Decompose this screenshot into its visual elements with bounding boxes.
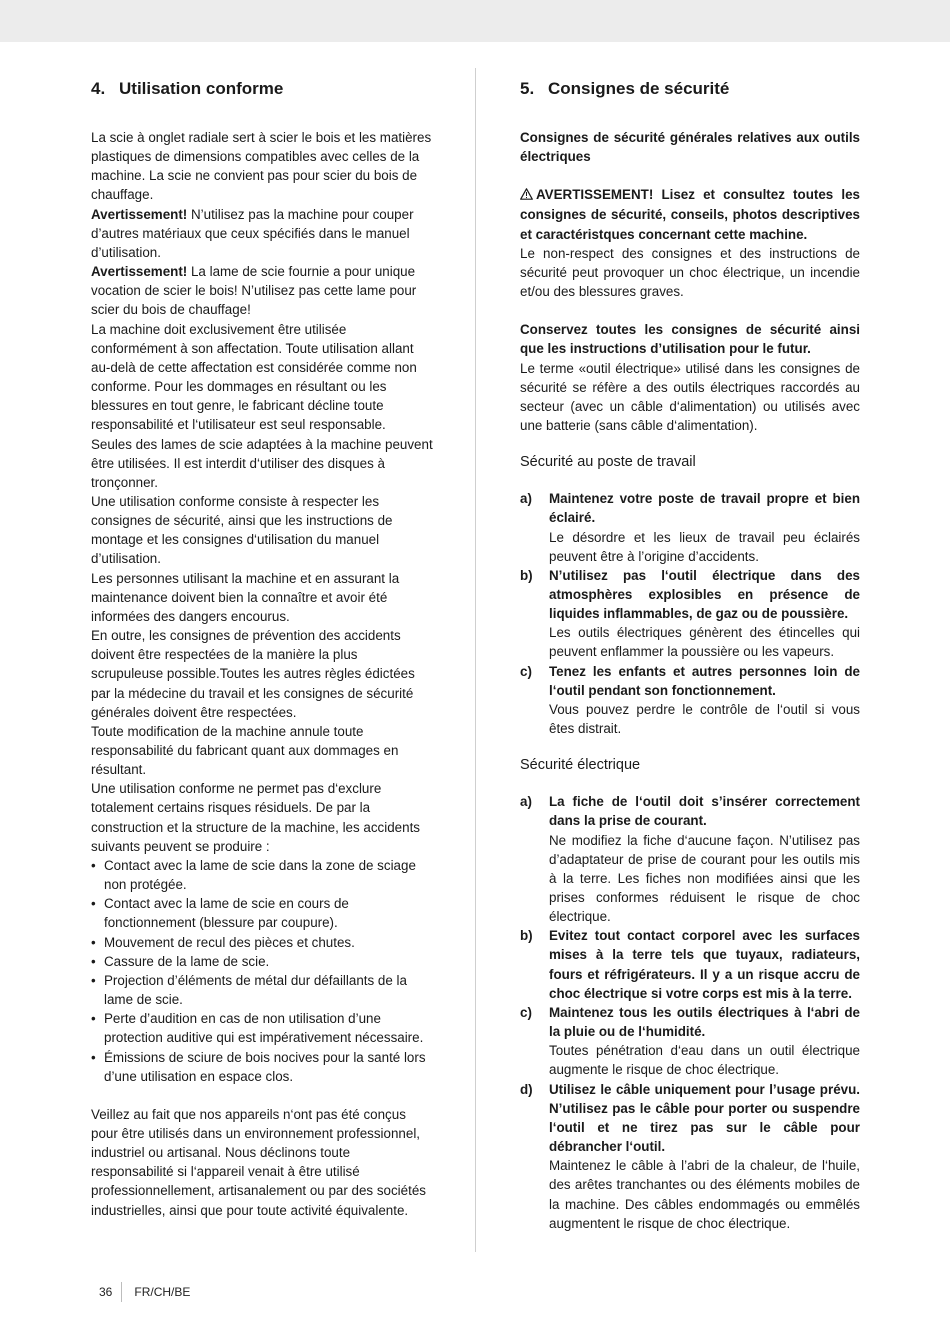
paragraph-modification: Toute modification de la machine annule toute responsabilité du fabricant quant aux dommages en résultant. xyxy=(91,723,399,778)
item-text: Le désordre et les lieux de travail peu éclairés peuvent être à l’origine d’accidents. xyxy=(549,529,860,564)
page-number: 36 xyxy=(99,1282,122,1302)
locale-code: FR/CH/BE xyxy=(134,1285,191,1299)
list-item: • Contact avec la lame de scie en cours de fonctionnement (blessure par coupure). xyxy=(91,894,433,932)
item-label: a) xyxy=(520,794,532,810)
item-title: Utilisez le câble uniquement pour l’usage prévu. N’utilisez pas le câble pour porter ou suspendre l‘outil et ne tirez pas sur le câble pour débrancher l‘outil. xyxy=(549,1081,860,1155)
list-item xyxy=(520,926,860,1003)
left-column xyxy=(91,78,433,1220)
paragraph-intro: La scie à onglet radiale sert à scier le bois et les matières plastiques de dimensions compatibles avec celles de la machine. La scie ne convient pas pour scier du bois de chauffage. xyxy=(91,130,432,203)
warning-consequence: Le non-respect des consignes et des instructions de sécurité peut provoquer un choc électrique, un incendie et/ou des blessures graves. xyxy=(520,245,860,300)
paragraph-residual-risks: Une utilisation conforme ne permet pas d‘exclure totalement certains risques résiduels. De par la construction et la structure de la machine, les accidents suivants peuvent se produire : xyxy=(91,781,420,854)
risk-list xyxy=(91,856,433,1086)
warning-text: N’utilisez pas la machine pour couper d’autres matériaux que ceux spécifiés dans le manuel d’utilisation. xyxy=(91,206,414,260)
list-item xyxy=(520,792,860,926)
section-number: 4. xyxy=(91,79,106,98)
item-title: Evitez tout contact corporel avec les surfaces mises à la terre tels que tuyaux, radiateurs, fours et réfrigérateurs. Il y a un risque accru de choc électrique si votre corps est mis à la terre. xyxy=(549,928,860,1001)
paragraph-blades: Seules des lames de scie adaptées à la machine peuvent être utilisées. Il est interdit d‘utiliser des disques à tronçonner. xyxy=(91,436,433,490)
item-text: Maintenez le câble à l’abri de la chaleur, de l‘huile, des arêtes tranchantes ou des éléments mobiles de la machine. Des câbles endommagés ou emmêlés augmentent le risque de choc électrique. xyxy=(549,1158,860,1231)
electrical-safety-heading: Sécurité électrique xyxy=(520,757,641,774)
item-label: d) xyxy=(520,1081,533,1097)
list-item: • Perte d’audition en cas de non utilisation d’une protection auditive qui est impérativement nécessaire. xyxy=(91,1009,433,1047)
subheading-general-safety: Consignes de sécurité générales relatives aux outils électriques xyxy=(520,130,860,165)
workplace-safety-heading: Sécurité au poste de travail xyxy=(520,454,696,471)
warning-text: La lame de scie fournie a pour unique vocation de scier le bois! N’utilisez pas cette lame pour scier du bois de chauffage! xyxy=(91,264,417,318)
item-text: Les outils électriques génèrent des étincelles qui peuvent enflammer la poussière ou les vapeurs. xyxy=(549,625,860,660)
item-title: Maintenez votre poste de travail propre et bien éclairé. xyxy=(549,491,860,526)
section-title: Utilisation conforme xyxy=(119,79,284,98)
item-title: Maintenez tous les outils électriques à l‘abri de la pluie ou de l‘humidité. xyxy=(549,1004,860,1040)
page-footer xyxy=(99,1282,190,1302)
list-item xyxy=(520,489,860,566)
power-tool-definition: Le terme «outil électrique» utilisé dans les consignes de sécurité se réfère a des outils électriques raccordés au secteur (avec un câble d‘alimentation) ou utilisés avec une batterie (sans câble d‘alimentation). xyxy=(520,360,860,434)
paragraph-prevention: En outre, les consignes de prévention des accidents doivent être respectées de la manière la plus scrupuleuse possible.Toutes les autres règles édictées par la médecine du travail et les consignes de sécurité générales doivent être respectées. xyxy=(91,628,415,720)
list-item xyxy=(520,566,860,662)
item-title: Tenez les enfants et autres personnes loin de l‘outil pendant son fonctionnement. xyxy=(549,663,860,698)
item-text: Ne modifiez la fiche d‘aucune façon. N’utilisez pas d’adaptateur de prise de courant pour les outils mis à la terre. Les fiches non modifiées ainsi que les prises conformes réduisent le risque de choc électrique. xyxy=(549,832,860,925)
list-item: • Contact avec la lame de scie dans la zone de sciage non protégée. xyxy=(91,856,433,894)
paragraph-affectation: La machine doit exclusivement être utilisée conformément à son affectation. Toute utilisation allant au-delà de cette affectation est considérée comme non conforme. Pour les dommages en résultant ou les blessures en tout genre, le fabricant décline toute responsabilité et l‘utilisateur est seul responsable. xyxy=(91,321,417,433)
section-title: Consignes de sécurité xyxy=(548,79,730,98)
warning-block xyxy=(520,185,860,243)
item-label: c) xyxy=(520,663,532,679)
paragraph-proper-use: Une utilisation conforme consiste à respecter les consignes de sécurité, ainsi que les instructions de montage et les consignes d‘utilisation du manuel d’utilisation. xyxy=(91,493,393,567)
paragraph-warning-1 xyxy=(91,205,433,262)
item-text: Vous pouvez perdre le contrôle de l‘outil si vous êtes distrait. xyxy=(549,701,860,737)
column-divider xyxy=(475,68,476,1252)
item-label: b) xyxy=(520,928,533,944)
section-5-heading xyxy=(520,78,860,100)
paragraph-persons: Les personnes utilisant la machine et en assurant la maintenance doivent bien la connaître et avoir été informées des dangers encourus. xyxy=(91,570,400,624)
list-item: • Émissions de sciure de bois nocives pour la santé lors d’une utilisation en espace clos. xyxy=(91,1048,433,1086)
list-item: • Cassure de la lame de scie. xyxy=(91,952,433,971)
item-label: a) xyxy=(520,491,532,507)
warning-triangle-icon xyxy=(520,186,533,205)
item-title: La fiche de l‘outil doit s’insérer correctement dans la prise de courant. xyxy=(549,794,860,829)
section-4-heading xyxy=(91,78,433,100)
list-item: • Mouvement de recul des pièces et chutes. xyxy=(91,933,433,952)
list-item xyxy=(520,1003,860,1080)
keep-instructions-heading: Conservez toutes les consignes de sécurité ainsi que les instructions d’utilisation pour le futur. xyxy=(520,322,860,357)
warning-bold-text: AVERTISSEMENT! Lisez et consultez toutes les consignes de sécurité, conseils, photos descriptives et caractéristques concernant cette machine. xyxy=(520,187,860,242)
item-label: b) xyxy=(520,567,533,583)
page-top-band xyxy=(0,0,950,42)
list-item: • Projection d’éléments de métal dur défaillants de la lame de scie. xyxy=(91,971,433,1009)
section-number: 5. xyxy=(520,79,535,98)
item-label: c) xyxy=(520,1004,532,1020)
warning-label: Avertissement! xyxy=(91,264,188,280)
right-column xyxy=(520,78,860,1233)
list-item xyxy=(520,1080,860,1233)
list-item xyxy=(520,662,860,739)
warning-label: Avertissement! xyxy=(91,206,188,222)
item-text: Toutes pénétration d‘eau dans un outil électrique augmente le risque de choc électrique. xyxy=(549,1043,860,1078)
item-title: N’utilisez pas l‘outil électrique dans des atmosphères explosibles en présence de liquides inflammables, de gaz ou de poussière. xyxy=(549,567,860,622)
paragraph-professional-use: Veillez au fait que nos appareils n‘ont pas été conçus pour être utilisés dans un environnement professionnel, industriel ou artisanal. Nous déclinons toute responsabilité si l‘appareil venait à être utilisé professionnellement, artisanalement ou par des sociétés industrielles, ainsi que pour toute activité équivalente. xyxy=(91,1106,426,1218)
paragraph-warning-2 xyxy=(91,262,433,319)
